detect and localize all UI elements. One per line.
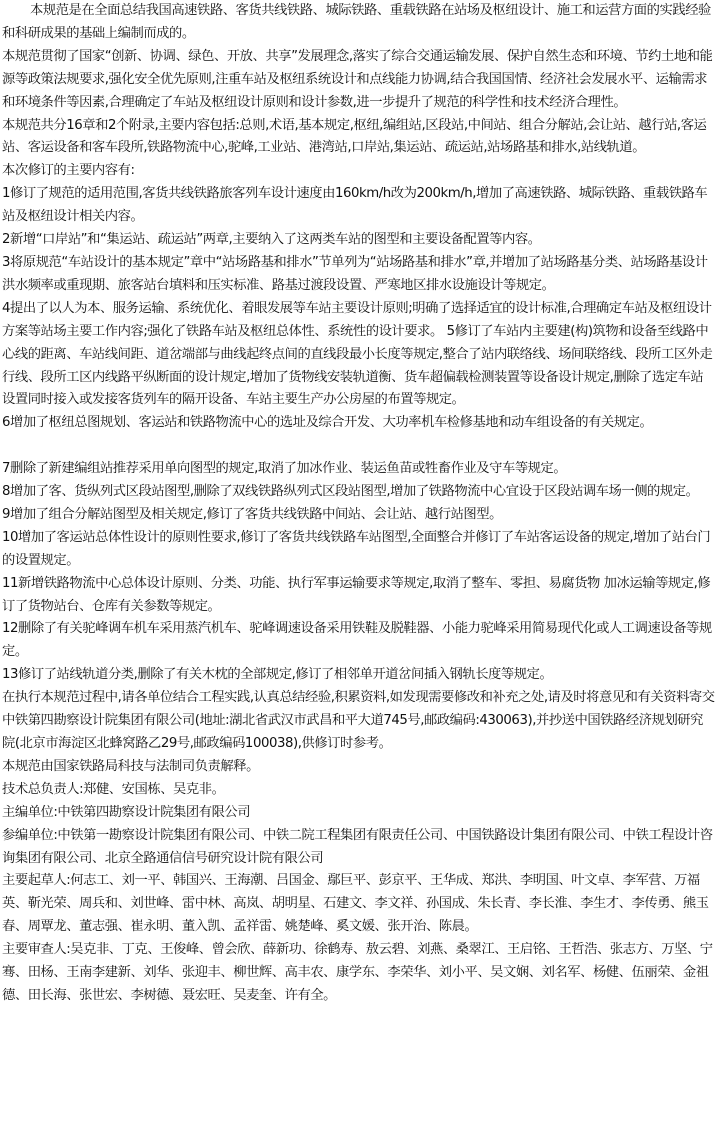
revision-item-12: 12删除了有关驼峰调车机车采用蒸汽机车、驼峰调速设备采用铁鞋及脱鞋器、小能力驼峰采用简易现代化或人工调速设备等规定。 [2,621,712,660]
revision-item-3: 3将原规范“车站设计的基本规定”章中“站场路基和排水”节单列为“站场路基和排水”章,并增加了站场路基分类、站场路基设计洪水频率或重现期、旅客站台填料和压实标准、路基过渡段设置、严寒地区排水设施设计等规定。 [2,254,708,293]
contents-paragraph: 本规范共分16章和2个附录,主要内容包括:总则,术语,基本规定,枢纽,编组站,区段站,中间站、组合分解站,会让站、越行站,客运站、客运设备和客车段所,铁路物流中心,驼峰,工业站、港湾站,口岸站,集运站、疏运站,站场路基和排水,站线轨道。 [2,117,707,156]
revision-item-1: 1修订了规范的适用范围,客货共线铁路旅客列车设计速度由160km/h改为200km/h,增加了高速铁路、城际铁路、重载铁路车站及枢纽设计相关内容。 [2,186,708,225]
main-drafters: 主要起草人:何志工、刘一平、韩国兴、王海潮、吕国金、鄢巨平、彭京平、王华成、郑洪、李明国、叶文卓、李军营、万福英、靳光荣、周兵和、刘世峰、雷中林、高岚、胡明星、石建文、李文祥、孙国成、朱长青、李长淮、李生才、李传勇、熊玉春、周覃龙、董志强、崔永明、董入凯、孟祥雷、姚楚峰、奚文媛、张开治、陈晨。 [2,873,709,935]
revision-item-8: 8增加了客、货纵列式区段站图型,删除了双线铁路纵列式区段站图型,增加了铁路物流中心宜设于区段站调车场一侧的规定。 [2,484,699,500]
revision-item-6: 6增加了枢纽总图规划、客运站和铁路物流中心的选址及综合开发、大功率机车检修基地和动车组设备的有关规定。 [2,415,653,431]
technical-leads: 技术总负责人:郑健、安国栋、吴克非。 [2,781,225,797]
interpretation-paragraph: 本规范由国家铁路局科技与法制司负责解释。 [2,758,259,774]
blank-line [2,435,715,458]
revision-item-2: 2新增“口岸站”和“集运站、疏运站”两章,主要纳入了这两类车站的图型和主要设备配置等内容。 [2,232,541,248]
revision-item-11: 11新增铁路物流中心总体设计原则、分类、功能、执行军事运输要求等规定,取消了整车、零担、易腐货物 加冰运输等规定,修订了货物站台、仓库有关参数等规定。 [2,575,711,614]
revision-item-7: 7删除了新建编组站推荐采用单向图型的规定,取消了加冰作业、装运鱼苗或牲畜作业及守车等规定。 [2,461,567,477]
chief-editor-unit: 主编单位:中铁第四勘察设计院集团有限公司 [2,804,251,820]
principles-paragraph: 本规范贯彻了国家“创新、协调、绿色、开放、共享”发展理念,落实了综合交通运输发展、保护自然生态和环境、节约土地和能源等政策法规要求,强化安全优先原则,注重车站及枢纽系统设计和点线能力协调,结合我国国情、经济社会发展水平、运输需求和环境条件等因素,合理确定了车站及枢纽设计原则和设计参数,进一步提升了规范的科学性和技术经济合理性。 [2,48,713,110]
revision-heading: 本次修订的主要内容有: [2,163,135,179]
revision-item-13: 13修订了站线轨道分类,删除了有关木枕的全部规定,修订了相邻单开道岔间插入钢轨长度等规定。 [2,667,553,683]
revision-item-10: 10增加了客运站总体性设计的原则性要求,修订了客货共线铁路车站图型,全面整合并修订了车站客运设备的规定,增加了站台门的设置规定。 [2,529,711,568]
intro-paragraph: 本规范是在全面总结我国高速铁路、客货共线铁路、城际铁路、重载铁路在站场及枢纽设计、施工和运营方面的实践经验和科研成果的基础上编制而成的。 [2,3,711,41]
main-reviewers: 主要审查人:吴克非、丁克、王俊峰、曾会欣、薛新功、徐鹤寿、敖云碧、刘燕、桑翠江、王启铭、王哲浩、张志方、万坚、宁骞、田杨、王南李建新、刘华、张迎丰、柳世辉、高丰农、康学东、李荣华、刘小平、吴文娴、刘名军、杨健、伍丽荣、金祖德、田长海、张世宏、李树德、聂宏旺、吴麦奎、许有全。 [2,942,713,1003]
participating-units: 参编单位:中铁第一勘察设计院集团有限公司、中铁二院工程集团有限责任公司、中国铁路设计集团有限公司、中铁工程设计咨询集团有限公司、北京全路通信信号研究设计院有限公司 [2,827,713,866]
revision-item-4-5: 4提出了以人为本、服务运输、系统优化、着眼发展等车站主要设计原则;明确了选择适宜的设计标准,合理确定车站及枢纽设计方案等站场主要工作内容;强化了铁路车站及枢纽总体性、系统性的设计要求。 5修订了车站内主要建(构)筑物和设备至线路中心线的距离、车站线间距、道岔端部与曲线起终点间的直线段最小长度等规定,整合了站内联络线、场间联络线、段所工区外走行线、段所工区内线路平纵断面的设计规定,增加了货物线安装轨道衡、货车超偏载检测装置等设备设计规定,删除了选定车站设置同时接入或发接客货列车的隔开设备、车站主要生产办公房屋的布置等规定。 [2,300,713,408]
feedback-paragraph: 在执行本规范过程中,请各单位结合工程实践,认真总结经验,积累资料,如发现需要修改和补充之处,请及时将意见和有关资料寄交中铁第四勘察设计院集团有限公司(地址:湖北省武汉市武昌和平大道745号,邮政编码:430063),并抄送中国铁路经济规划研究院(北京市海淀区北蜂窝路乙29号,邮政编码100038),供修订时参考。 [2,690,715,751]
revision-item-9: 9增加了组合分解站图型及相关规定,修订了客货共线铁路中间站、会让站、越行站图型。 [2,506,502,522]
